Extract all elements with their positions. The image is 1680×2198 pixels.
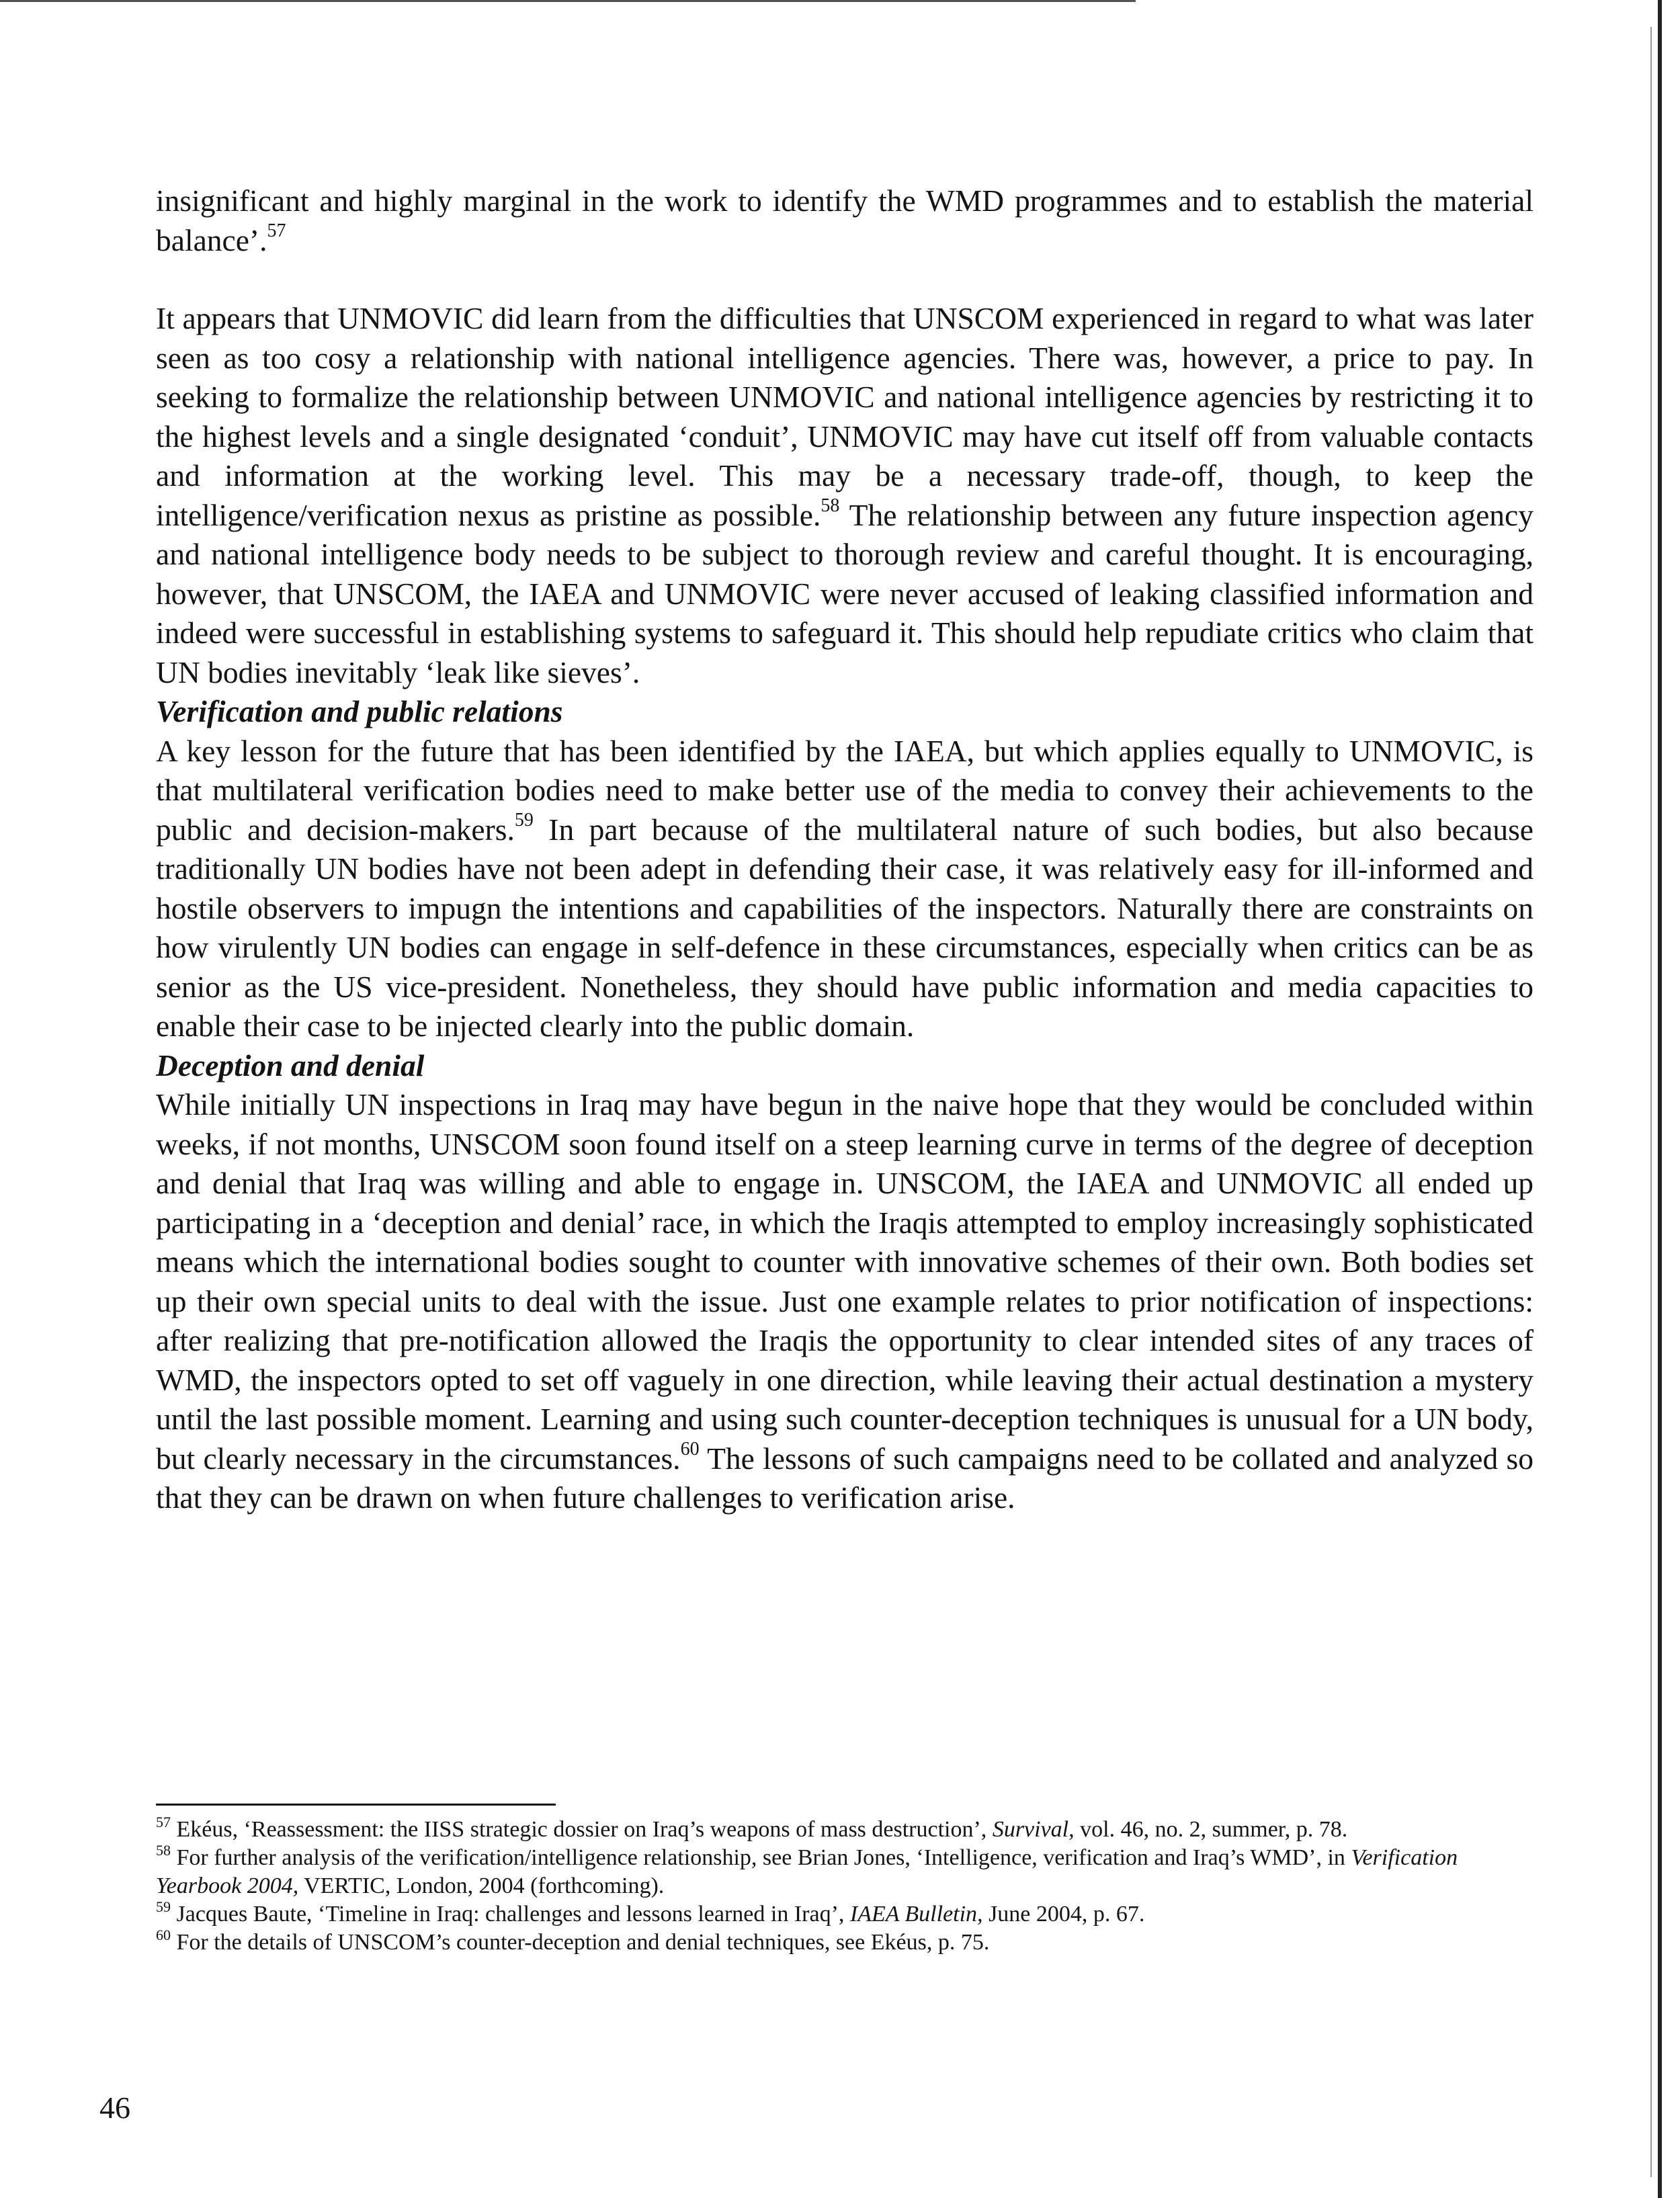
section-heading-public-relations: Verification and public relations [156,694,563,728]
top-scan-rule [0,0,1136,2]
section-heading-deception: Deception and denial [156,1048,425,1083]
paragraph-public-relations: A key lesson for the future that has been identified by the IAEA, but which applies equally to UNMOVIC, is that multilateral verification bodies need to make better use of the media to convey their achievements to the public and decision-makers.$^{59}$ In part because of the multilateral nature of such bodies, but also because traditionally UN bodies have not been adept in defending their case, it was relatively easy for ill-informed and hostile observers to impugn the intentions and capabilities of the inspectors. Naturally there are constraints on how virulently UN bodies can engage in self-defence in these circumstances, especially when critics can be as senior as the US vice-president. Nonetheless, they should have public information and media capacities to enable their case to be injected clearly into the public domain. [156,733,1534,1043]
footnote-58: $^{58}$ For further analysis of the verification/intelligence relationship, see Brian Jones, ‘Intelligence, verification and Iraq’s WMD’, in Verification Yearbook 2004, VERTIC, London, 2004 (forthcoming). [156,1841,1458,1898]
right-scan-edge [1658,0,1662,2198]
right-scan-edge-inner [1650,27,1652,2177]
paragraph-deception: While initially UN inspections in Iraq may have begun in the naive hope that they would be concluded within weeks, if not months, UNSCOM soon found itself on a steep learning curve in terms of the degree of deception and denial that Iraq was willing and able to engage in. UNSCOM, the IAEA and UNMOVIC all ended up participating in a ‘deception and denial’ race, in which the Iraqis attempted to employ increasingly sophisticated means which the international bodies sought to counter with innovative schemes of their own. Both bodies set up their own special units to deal with the issue. Just one example relates to prior notification of inspections: after realizing that pre-notification allowed the Iraqis the opportunity to clear intended sites of any traces of WMD, the inspectors opted to set off vaguely in one direction, while leaving their actual destination a mystery until the last possible moment. Learning and using such counter-deception techniques is unusual for a UN body, but clearly necessary in the circumstances.$^{60}$ The lessons of such campaigns need to be collated and analyzed so that they can be drawn on when future challenges to verification arise. [156,1087,1534,1515]
page-number: 46 [99,2090,130,2125]
body-text [156,181,1534,1518]
footnote-59: $^{59}$ Jacques Baute, ‘Timeline in Iraq: challenges and lessons learned in Iraq’, IAEA Bulletin, June 2004, p. 67. [156,1898,1145,1927]
footnotes [156,1813,1466,1957]
footnote-57: $^{57}$ Ekéus, ‘Reassessment: the IISS strategic dossier on Iraq’s weapons of mass destruction’, Survival, vol. 46, no. 2, summer, p. 78. [156,1813,1348,1842]
footnote-separator [156,1804,556,1806]
footnote-ref-59[interactable]: 59 [514,810,534,831]
footnote-60: $^{60}$ For the details of UNSCOM’s counter-deception and denial techniques, see Ekéus, p. 75. [156,1926,990,1955]
paragraph-continuation: insignificant and highly marginal in the work to identify the WMD programmes and to establish the material balance’.$^{57}$ [156,183,1534,257]
paragraph-intelligence: It appears that UNMOVIC did learn from the difficulties that UNSCOM experienced in regard to what was later seen as too cosy a relationship with national intelligence agencies. There was, however, a price to pay. In seeking to formalize the relationship between UNMOVIC and national intelligence agencies by restricting it to the highest levels and a single designated ‘conduit’, UNMOVIC may have cut itself off from valuable contacts and information at the working level. This may be a necessary trade-off, though, to keep the intelligence/verification nexus as pristine as possible.$^{58}$ The relationship between any future inspection agency and national intelligence body needs to be subject to thorough review and careful thought. It is encouraging, however, that UNSCOM, the IAEA and UNMOVIC were never accused of leaking classified information and indeed were successful in establishing systems to safeguard it. This should help repudiate critics who claim that UN bodies inevitably ‘leak like sieves’. [156,301,1534,689]
footnote-ref-58[interactable]: 58 [821,495,840,517]
footnote-ref-57[interactable]: 57 [267,220,286,242]
footnote-ref-60[interactable]: 60 [680,1439,700,1460]
